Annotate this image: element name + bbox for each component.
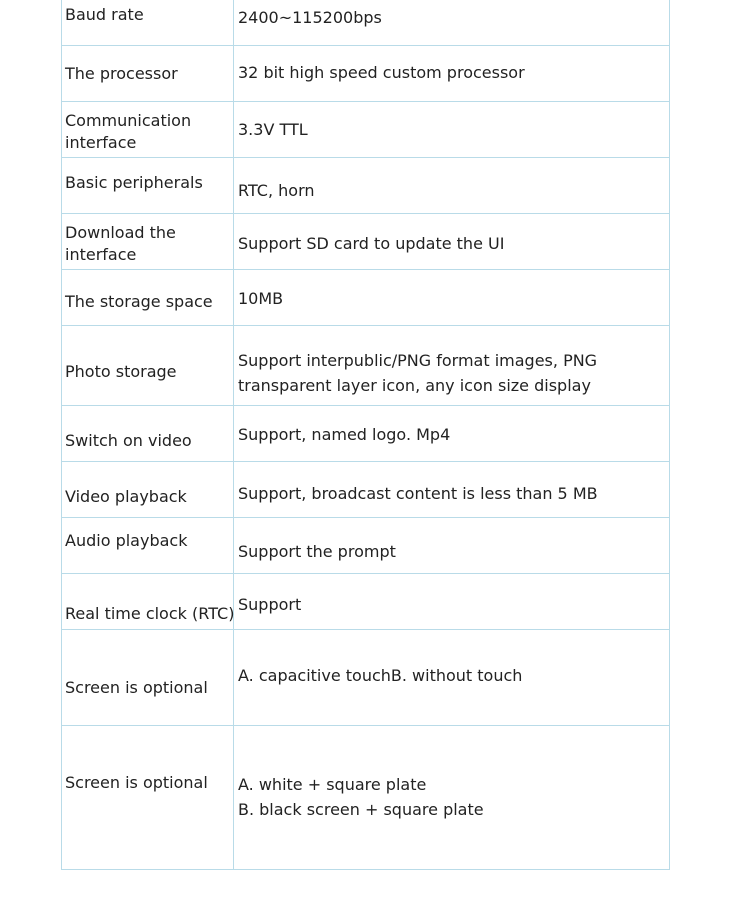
label-line: interface xyxy=(65,245,137,264)
row-label xyxy=(61,462,234,517)
row-label xyxy=(61,574,234,629)
row-value xyxy=(234,158,670,213)
row-value xyxy=(234,0,670,45)
row-value xyxy=(234,46,670,101)
table-row xyxy=(61,406,670,462)
value-line: RTC, horn xyxy=(238,181,315,200)
row-label xyxy=(61,518,234,573)
value-line: Support, broadcast content is less than 5 MB xyxy=(238,484,598,503)
row-value xyxy=(234,406,670,461)
row-label xyxy=(61,406,234,461)
row-value xyxy=(234,102,670,157)
label-line: Download the xyxy=(65,223,176,242)
value-line: 2400~115200bps xyxy=(238,8,382,27)
table-row xyxy=(61,270,670,326)
value-line: A. capacitive touchB. without touch xyxy=(238,666,523,685)
label-line: Screen is optional xyxy=(65,773,208,792)
row-value xyxy=(234,630,670,725)
table-row xyxy=(61,0,670,46)
value-line: Support xyxy=(238,595,302,614)
table-row xyxy=(61,326,670,406)
value-line: Support SD card to update the UI xyxy=(238,234,505,253)
label-line: Video playback xyxy=(65,487,187,506)
row-label xyxy=(61,726,234,869)
table-row xyxy=(61,158,670,214)
row-value xyxy=(234,574,670,629)
value-line: Support interpublic/PNG format images, PNG xyxy=(238,351,598,370)
value-line: Support, named logo. Mp4 xyxy=(238,425,451,444)
row-value xyxy=(234,462,670,517)
label-line: interface xyxy=(65,133,137,152)
value-line: 32 bit high speed custom processor xyxy=(238,63,525,82)
value-line: 3.3V TTL xyxy=(238,120,308,139)
value-line: A. white + square plate xyxy=(238,775,427,794)
table-row xyxy=(61,462,670,518)
table-row xyxy=(61,518,670,574)
row-value xyxy=(234,518,670,573)
row-label xyxy=(61,630,234,725)
value-line: 10MB xyxy=(238,289,284,308)
row-value xyxy=(234,270,670,325)
row-label xyxy=(61,0,234,45)
table-row xyxy=(61,726,670,870)
label-line: Basic peripherals xyxy=(65,173,203,192)
table-row xyxy=(61,46,670,102)
label-line: Photo storage xyxy=(65,362,177,381)
label-line: The storage space xyxy=(65,292,213,311)
row-value xyxy=(234,326,670,405)
label-line: Audio playback xyxy=(65,531,188,550)
label-line: Baud rate xyxy=(65,5,144,24)
label-line: Communication xyxy=(65,111,192,130)
label-line: Real time clock (RTC) xyxy=(65,604,235,623)
row-label xyxy=(61,102,234,157)
spec-table xyxy=(61,0,670,870)
label-line: The processor xyxy=(65,64,178,83)
label-line: Switch on video xyxy=(65,431,192,450)
value-line: B. black screen + square plate xyxy=(238,800,484,819)
row-label xyxy=(61,326,234,405)
row-label xyxy=(61,214,234,269)
value-line: Support the prompt xyxy=(238,542,396,561)
row-label xyxy=(61,46,234,101)
row-value xyxy=(234,214,670,269)
table-row xyxy=(61,630,670,726)
row-value xyxy=(234,726,670,869)
label-line: Screen is optional xyxy=(65,678,208,697)
table-row xyxy=(61,102,670,158)
table-row xyxy=(61,574,670,630)
row-label xyxy=(61,158,234,213)
row-label xyxy=(61,270,234,325)
value-line: transparent layer icon, any icon size display xyxy=(238,376,591,395)
table-row xyxy=(61,214,670,270)
